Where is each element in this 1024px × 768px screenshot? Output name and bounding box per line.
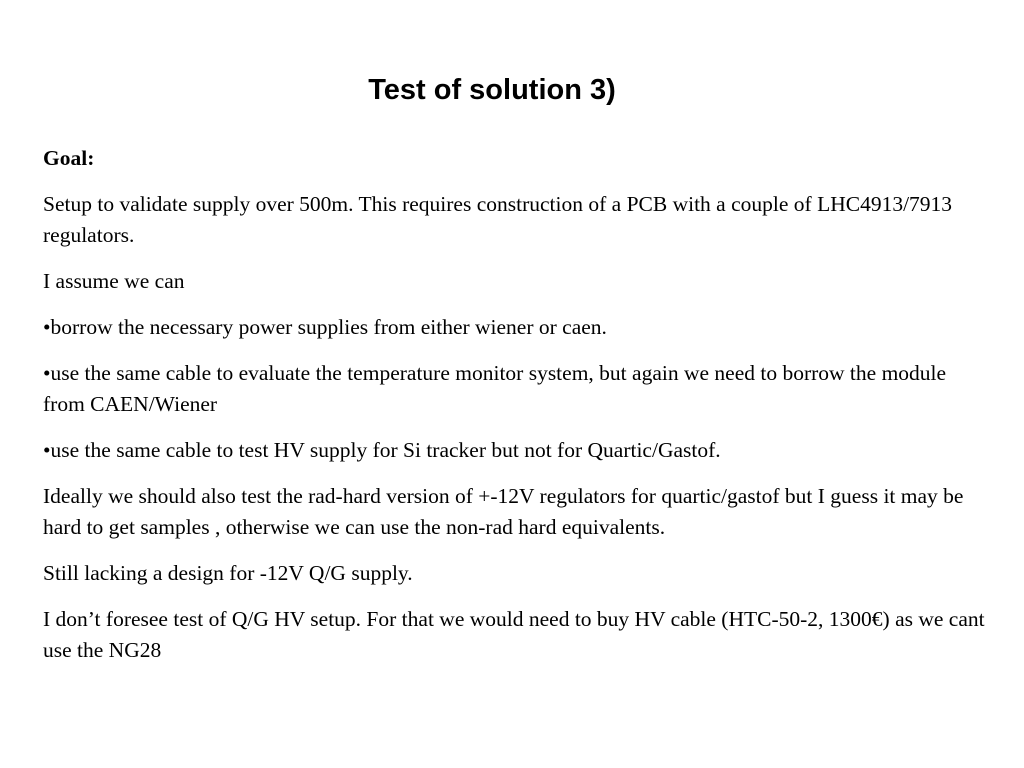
slide-title: Test of solution 3): [368, 74, 616, 106]
paragraph-assumption: I assume we can: [43, 269, 185, 293]
bullet-power-supplies: •borrow the necessary power supplies from either wiener or caen.: [43, 315, 607, 339]
paragraph-rad-hard: Ideally we should also test the rad-hard version of +-12V regulators for quartic/gastof but I guess it may be hard to get samples , otherwise we can use the non-rad hard equivalents.: [43, 484, 964, 539]
paragraph-hv-setup: I don’t foresee test of Q/G HV setup. For that we would need to buy HV cable (HTC-50-2, 1300€) as we cant use the NG28: [43, 607, 985, 662]
bullet-temperature-monitor: •use the same cable to evaluate the temperature monitor system, but again we need to borrow the module from CAEN/Wiener: [43, 361, 947, 416]
paragraph-setup: Setup to validate supply over 500m. This requires construction of a PCB with a couple of LHC4913/7913 regulators.: [43, 192, 953, 247]
paragraph-design-lack: Still lacking a design for -12V Q/G supply.: [43, 561, 413, 585]
goal-heading: Goal:: [43, 146, 95, 170]
slide-body: [43, 143, 988, 681]
bullet-hv-supply: •use the same cable to test HV supply for Si tracker but not for Quartic/Gastof.: [43, 438, 721, 462]
